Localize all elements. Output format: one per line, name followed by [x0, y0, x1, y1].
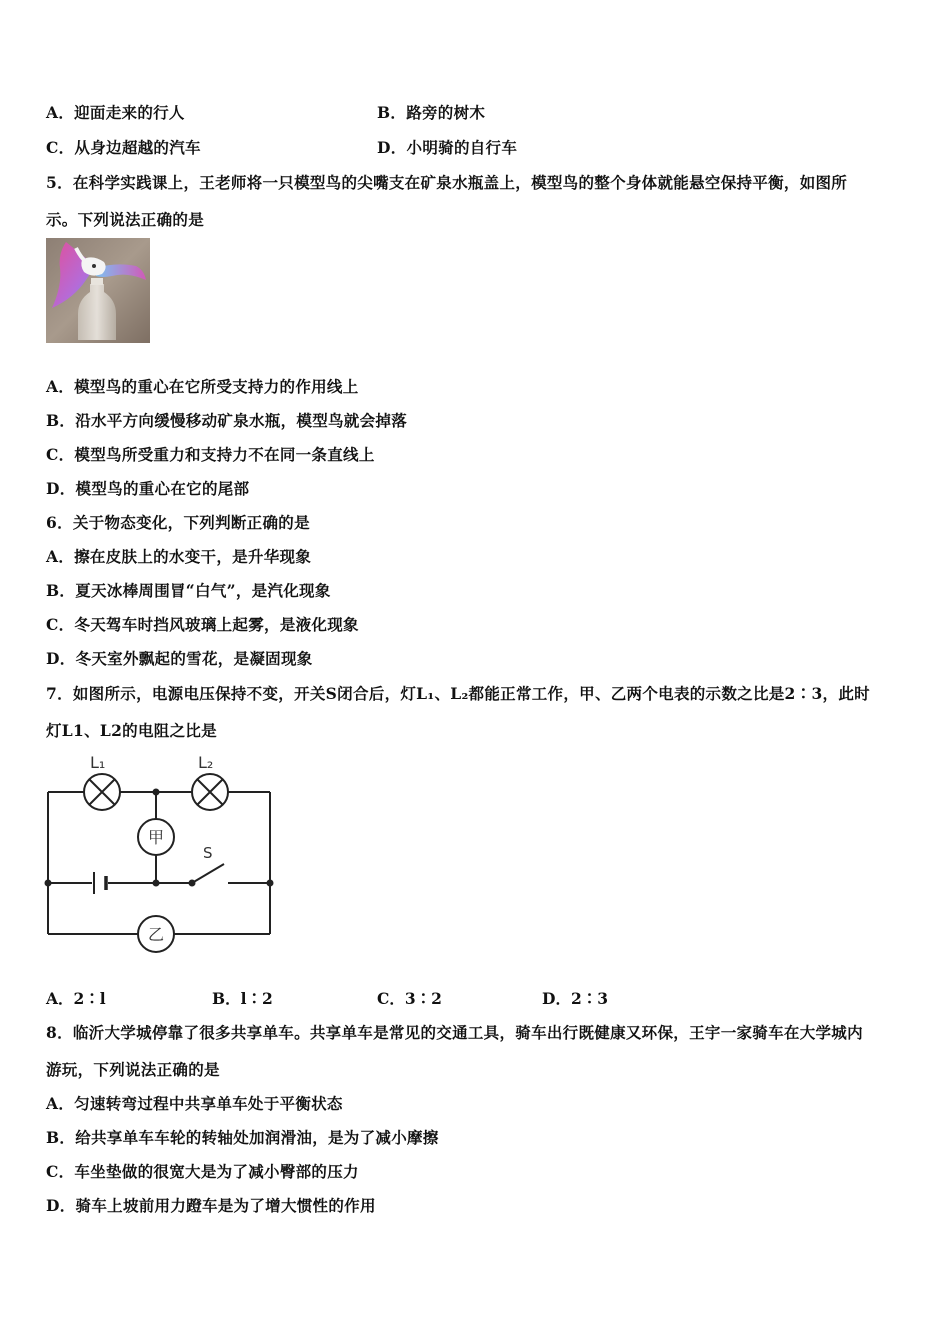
q8-option-a: A．匀速转弯过程中共享单车处于平衡状态 — [46, 1094, 343, 1113]
meter-yi-label: 乙 — [147, 925, 165, 944]
q8-stem-line1: 8．临沂大学城停靠了很多共享单车。共享单车是常见的交通工具，骑车出行既健康又环保，王宇一家骑车在大学城内 — [46, 1023, 863, 1042]
meter-jia-label: 甲 — [147, 828, 165, 847]
lamp-l2-symbol — [192, 774, 228, 810]
q8-stem-line2: 游玩，下列说法正确的是 — [46, 1060, 220, 1079]
q6-option-c: C．冬天驾车时挡风玻璃上起雾，是液化现象 — [46, 615, 359, 634]
q5-option-b: B．沿水平方向缓慢移动矿泉水瓶，模型鸟就会掉落 — [46, 411, 408, 430]
q8-option-d: D．骑车上坡前用力蹬车是为了增大惯性的作用 — [46, 1196, 376, 1215]
q7-option-a: A．2∶l — [46, 989, 106, 1008]
q4-option-a: A．迎面走来的行人 — [46, 103, 185, 122]
q7-stem-line1: 7．如图所示，电源电压保持不变，开关S闭合后，灯L₁、L₂都能正常工作，甲、乙两个电表的示数之比是2∶3，此时 — [46, 684, 870, 703]
model-bird-photo — [46, 238, 150, 343]
q7-option-c: C．3∶2 — [377, 989, 442, 1008]
q7-stem-line2: 灯L1、L2的电阻之比是 — [46, 721, 217, 740]
q7-option-d: D．2∶3 — [542, 989, 609, 1008]
q4-option-c: C．从身边超越的汽车 — [46, 138, 201, 157]
q5-option-c: C．模型鸟所受重力和支持力不在同一条直线上 — [46, 445, 375, 464]
q6-option-d: D．冬天室外飘起的雪花，是凝固现象 — [46, 649, 313, 668]
lamp-l1-label: L₁ — [90, 753, 106, 772]
lamp-l2-label: L₂ — [198, 753, 214, 772]
q5-option-d: D．模型鸟的重心在它的尾部 — [46, 479, 250, 498]
q5-option-a: A．模型鸟的重心在它所受支持力的作用线上 — [46, 377, 359, 396]
q4-option-b: B．路旁的树木 — [377, 103, 486, 122]
q5-stem-line2: 示。下列说法正确的是 — [46, 210, 205, 229]
q8-option-b: B．给共享单车车轮的转轴处加润滑油，是为了减小摩擦 — [46, 1128, 439, 1147]
q6-stem: 6．关于物态变化，下列判断正确的是 — [46, 513, 310, 532]
q4-option-d: D．小明骑的自行车 — [377, 138, 518, 157]
q5-stem-line1: 5．在科学实践课上，王老师将一只模型鸟的尖嘴支在矿泉水瓶盖上，模型鸟的整个身体就能悬空保持平衡，如图所 — [46, 173, 848, 192]
switch-label: S — [203, 844, 213, 862]
q6-option-a: A．擦在皮肤上的水变干，是升华现象 — [46, 547, 312, 566]
q8-option-c: C．车坐垫做的很宽大是为了减小臀部的压力 — [46, 1162, 359, 1181]
q7-option-b: B．l∶2 — [212, 989, 273, 1008]
q6-option-b: B．夏天冰棒周围冒“白气”，是汽化现象 — [46, 581, 331, 600]
lamp-l1-symbol — [84, 774, 120, 810]
circuit-diagram — [40, 752, 280, 957]
